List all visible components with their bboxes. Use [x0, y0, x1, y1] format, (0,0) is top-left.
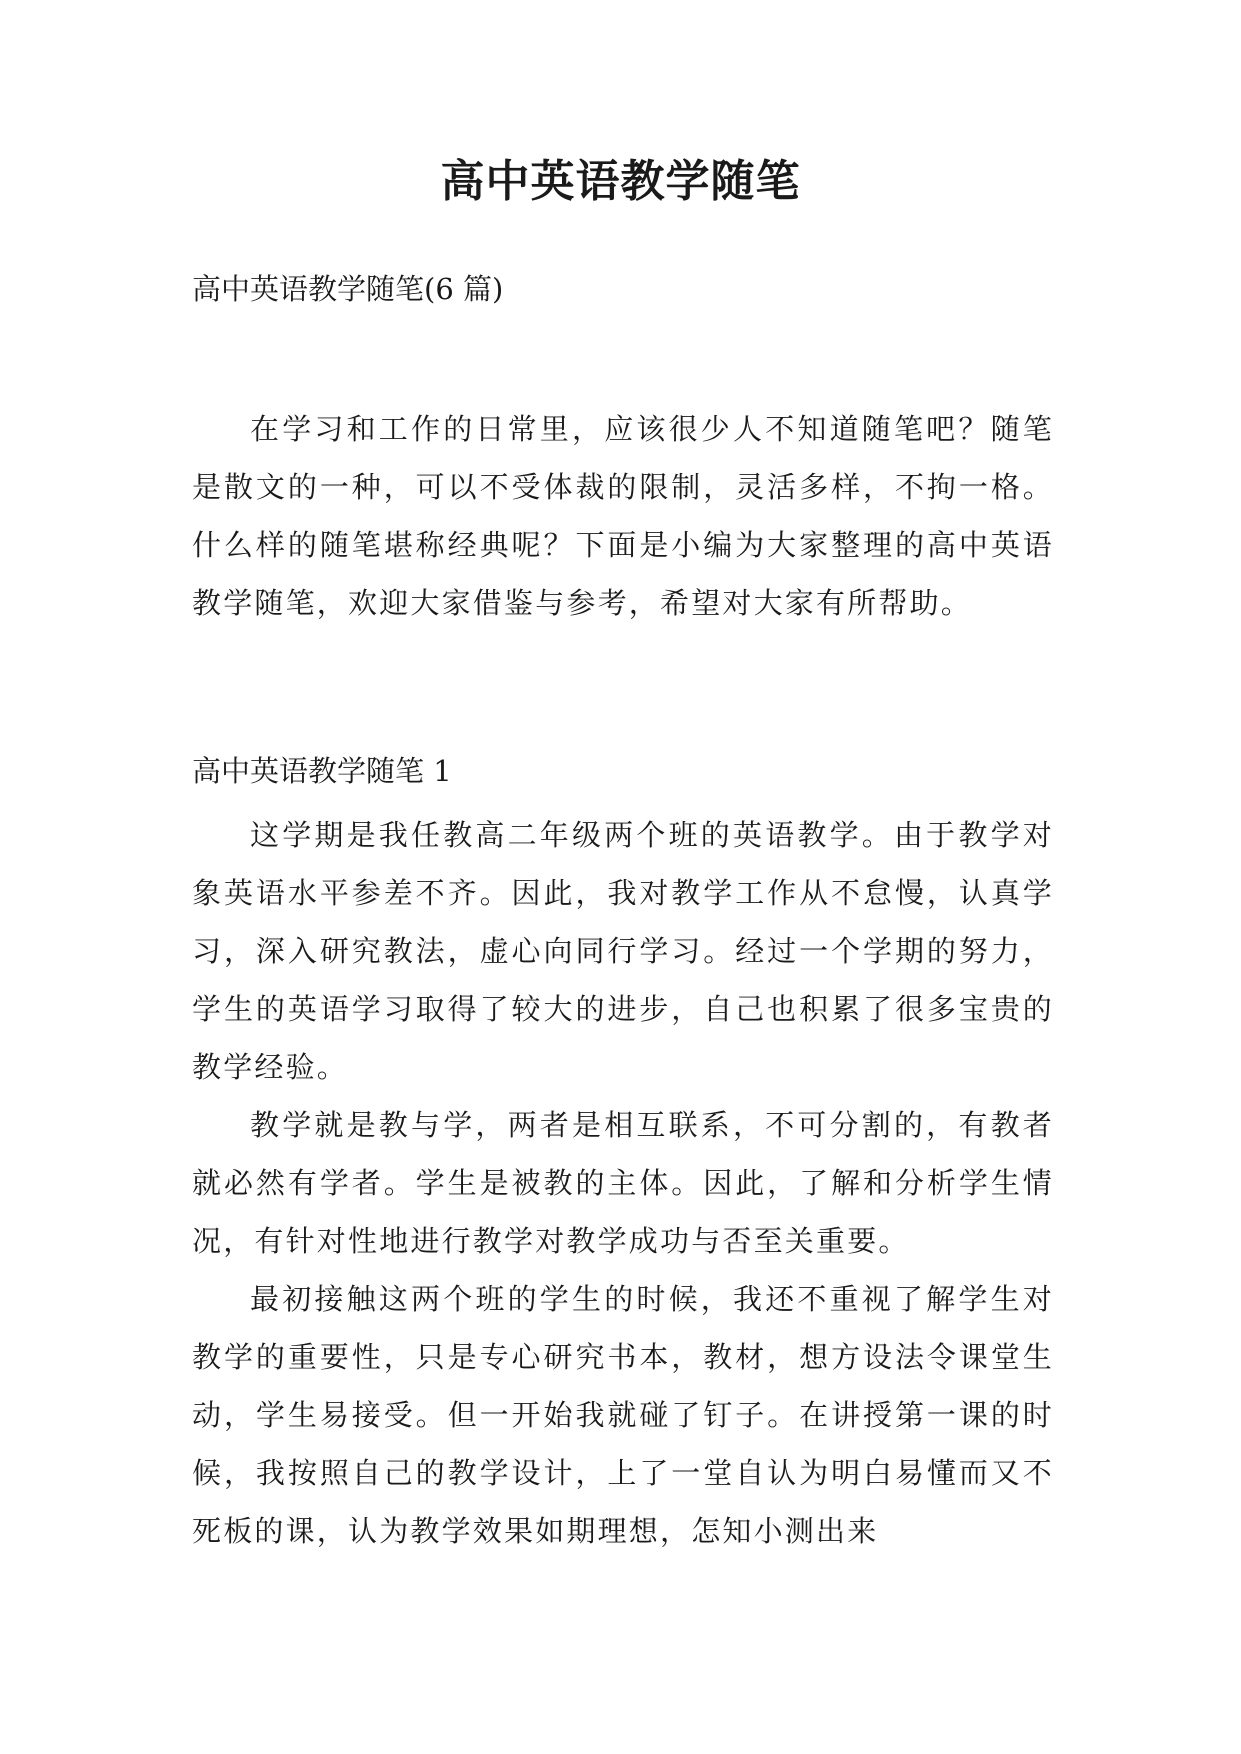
section-paragraph: 教学就是教与学，两者是相互联系，不可分割的，有教者就必然有学者。学生是被教的主体。因此，了解和分析学生情况，有针对性地进行教学对教学成功与否至关重要。	[192, 1108, 1054, 1258]
intro-block	[192, 400, 1054, 632]
section-paragraph: 这学期是我任教高二年级两个班的英语教学。由于教学对象英语水平参差不齐。因此，我对教学工作从不怠慢，认真学习，深入研究教法，虚心向同行学习。经过一个学期的努力，学生的英语学习取得了较大的进步，自己也积累了很多宝贵的教学经验。	[192, 818, 1054, 1084]
document-title: 高中英语教学随笔	[440, 156, 801, 207]
section-paragraph: 最初接触这两个班的学生的时候，我还不重视了解学生对教学的重要性，只是专心研究书本，教材，想方设法令课堂生动，学生易接受。但一开始我就碰了钉子。在讲授第一课的时候，我按照自己的教学设计，上了一堂自认为明白易懂而又不死板的课，认为教学效果如期理想，怎知小测出来	[192, 1282, 1054, 1548]
section-heading: 高中英语教学随笔 1	[192, 754, 452, 788]
intro-paragraph: 在学习和工作的日常里，应该很少人不知道随笔吧？随笔是散文的一种，可以不受体裁的限制，灵活多样，不拘一格。什么样的随笔堪称经典呢？下面是小编为大家整理的高中英语教学随笔，欢迎大家借鉴与参考，希望对大家有所帮助。	[192, 412, 1054, 620]
document-subtitle: 高中英语教学随笔(6 篇)	[192, 272, 504, 306]
section-body	[192, 806, 1054, 1560]
